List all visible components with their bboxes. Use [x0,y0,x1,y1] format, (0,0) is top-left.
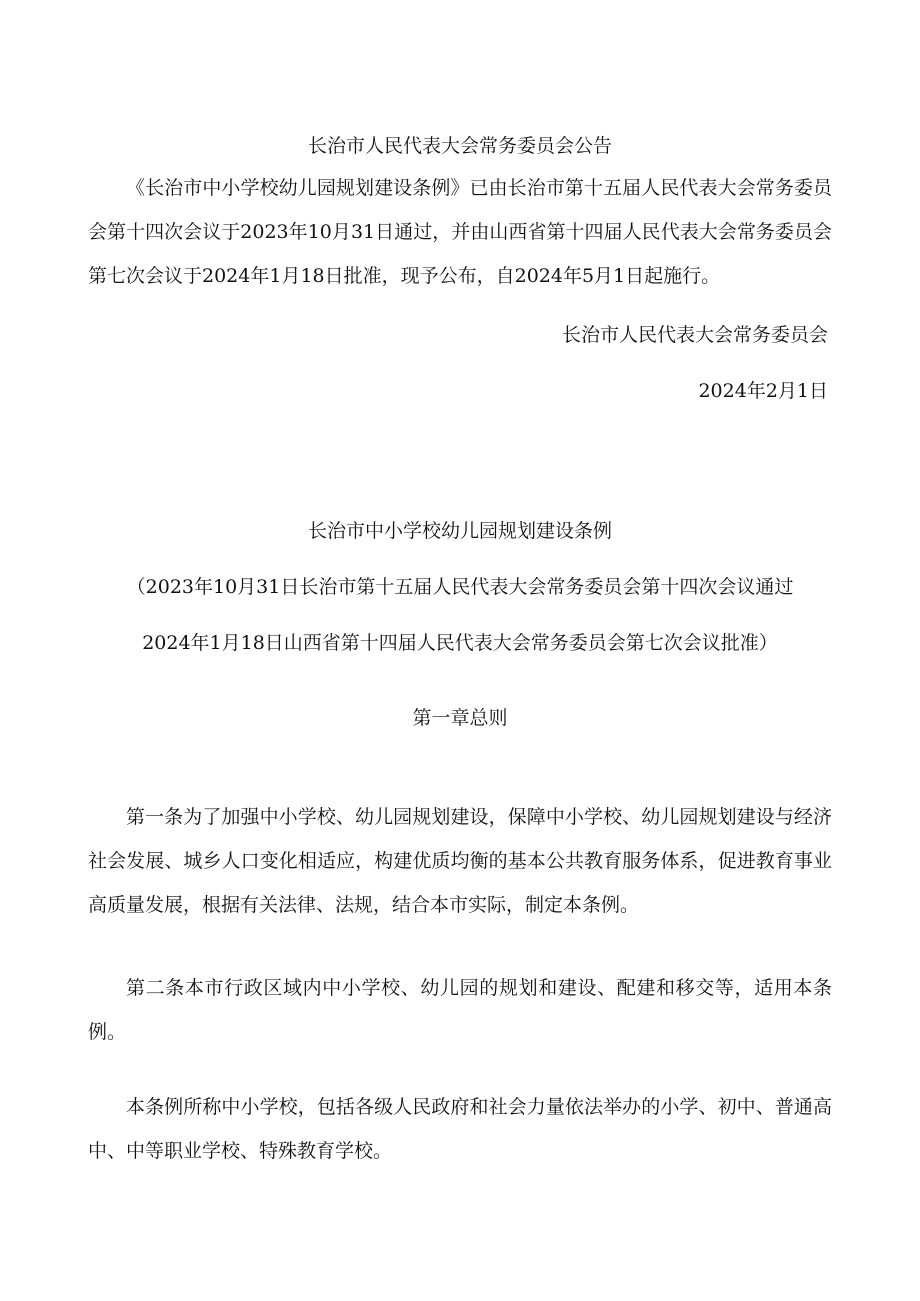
adoption-note-line-2: 2024年1月18日山西省第十四届人民代表大会常务委员会第七次会议批准） [142,632,778,654]
announcement-body: 《长治市中小学校幼儿园规划建设条例》已由长治市第十五届人民代表大会常务委员会第十四次会议于2023年10月31日通过，并由山西省第十四届人民代表大会常务委员会第七次会议于2024年1月18日批准，现予公布，自2024年5月1日起施行。 [88,177,832,287]
announcement-issuer: 长治市人民代表大会常务委员会 [561,324,828,346]
article-2-clause: 本条例所称中小学校，包括各级人民政府和社会力量依法举办的小学、初中、普通高中、中等职业学校、特殊教育学校。 [88,1096,832,1162]
announcement-title: 长治市人民代表大会常务委员会公告 [307,135,612,157]
announcement-date: 2024年2月1日 [698,380,828,402]
article-1: 第一条为了加强中小学校、幼儿园规划建设，保障中小学校、幼儿园规划建设与经济社会发展、城乡人口变化相适应，构建优质均衡的基本公共教育服务体系，促进教育事业高质量发展，根据有关法律、法规，结合本市实际，制定本条例。 [88,806,832,916]
chapter-title: 第一章总则 [412,707,508,729]
regulation-title: 长治市中小学校幼儿园规划建设条例 [307,520,612,542]
article-2: 第二条本市行政区域内中小学校、幼儿园的规划和建设、配建和移交等，适用本条例。 [88,977,832,1043]
adoption-note-line-1: （2023年10月31日长治市第十五届人民代表大会常务委员会第十四次会议通过 [126,576,794,598]
